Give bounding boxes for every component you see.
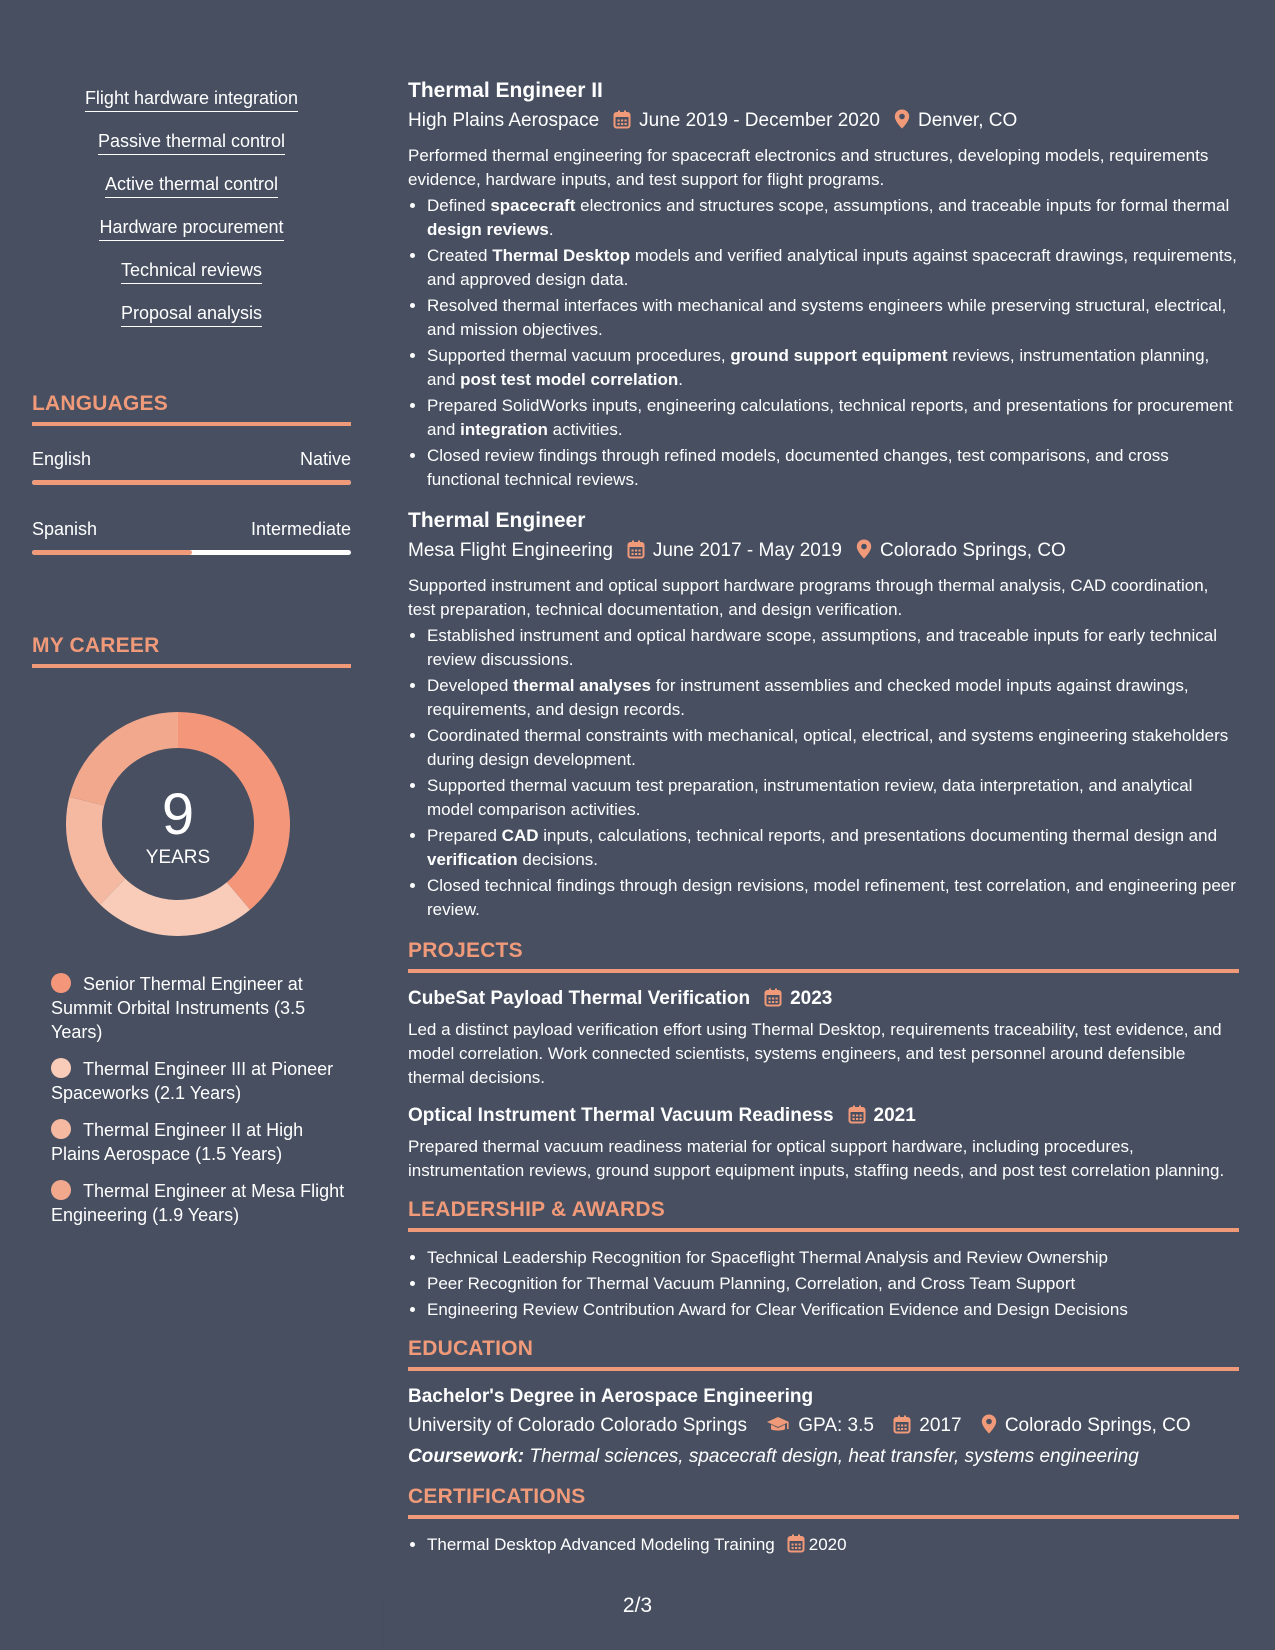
career-total-years: 9 <box>161 782 195 847</box>
bullet-text: electronics and structures scope, assumptions, and traceable inputs for formal thermal <box>575 196 1230 215</box>
career-title: MY CAREER <box>32 633 351 668</box>
bullet-text: . <box>678 370 684 389</box>
job-summary: Supported instrument and optical support hardware programs through thermal analysis, CAD coordination, test preparation, technical documentation, and design verification. <box>408 576 1209 619</box>
project-entry <box>408 1104 1239 1183</box>
job-company: High Plains Aerospace <box>408 110 600 131</box>
education-location-value: Colorado Springs, CO <box>1004 1415 1191 1436</box>
skill-item: Flight hardware integration <box>85 88 298 112</box>
education-degree: Bachelor's Degree in Aerospace Engineering <box>408 1386 814 1407</box>
job-meta <box>408 108 1239 137</box>
bullet-text: Prepared SolidWorks inputs, engineering calculations, technical reports, and presentations for procurement and <box>427 396 1233 439</box>
project-year <box>764 987 832 1014</box>
legend-dot <box>51 1119 71 1139</box>
skill-item: Passive thermal control <box>98 131 285 155</box>
leadership-list <box>408 1246 1239 1322</box>
bullet-item <box>427 444 1239 492</box>
language-level: Intermediate <box>250 519 351 539</box>
legend-item <box>51 1057 351 1105</box>
award-item: • Technical Leadership Recognition for Spaceflight Thermal Analysis and Review Ownership <box>427 1246 1239 1270</box>
bullet-emphasis: CAD <box>501 826 539 845</box>
career-legend <box>51 972 351 1240</box>
skill-item: Proposal analysis <box>121 303 262 327</box>
award-item: • Engineering Review Contribution Award for Clear Verification Evidence and Design Decisions <box>427 1298 1239 1322</box>
skill-item: Hardware procurement <box>99 217 283 241</box>
bullet-text: inputs, calculations, technical reports, and presentations documenting thermal design and <box>538 826 1218 845</box>
bullet-emphasis: spacecraft <box>490 196 576 215</box>
bullet-text: Resolved thermal interfaces with mechanical and systems engineers while preserving structural, electrical, and mission objectives. <box>427 296 1227 339</box>
education-year-value: 2017 <box>919 1415 962 1436</box>
legend-label: Senior Thermal Engineer at Summit Orbital Instruments (3.5 Years) <box>51 974 306 1042</box>
job-entry <box>408 508 1239 922</box>
job-location-value: Colorado Springs, CO <box>879 540 1066 561</box>
leadership-title: LEADERSHIP & AWARDS <box>408 1197 1239 1232</box>
education-year <box>893 1413 961 1442</box>
language-bar-fill <box>32 550 192 555</box>
bullet-item <box>427 774 1239 822</box>
coursework-label: Coursework: <box>408 1446 525 1467</box>
calendar-icon <box>848 1105 866 1131</box>
job-dates <box>613 108 880 137</box>
job-location <box>894 108 1017 137</box>
education-location <box>981 1413 1191 1442</box>
legend-dot <box>51 1058 71 1078</box>
language-level: Native <box>299 449 351 469</box>
language-row-spanish <box>32 518 351 540</box>
legend-item <box>51 1179 351 1227</box>
education-coursework <box>408 1444 1239 1470</box>
job-meta <box>408 538 1239 567</box>
bullet-item <box>427 344 1239 392</box>
bullet-emphasis: post test model correlation <box>460 370 679 389</box>
bullet-text: Closed technical findings through design revisions, model refinement, test correlation, and engineering peer review. <box>427 876 1236 919</box>
legend-dot <box>51 973 71 993</box>
project-year-value: 2021 <box>873 1105 916 1126</box>
bullet-item <box>427 244 1239 292</box>
map-pin-icon <box>856 539 872 567</box>
bullet-item <box>427 294 1239 342</box>
skill-item: Technical reviews <box>121 260 262 284</box>
award-item: • Peer Recognition for Thermal Vacuum Planning, Correlation, and Cross Team Support <box>427 1272 1239 1296</box>
language-name: English <box>32 449 92 469</box>
bullet-emphasis: thermal analyses <box>513 676 651 695</box>
bullet-text: Defined <box>427 196 491 215</box>
project-name: CubeSat Payload Thermal Verification <box>408 988 751 1009</box>
legend-label: Thermal Engineer III at Pioneer Spaceworks (2.1 Years) <box>51 1059 334 1103</box>
bullet-text: Closed review findings through refined models, documented changes, test comparisons, and cross functional technical reviews. <box>427 446 1169 489</box>
project-name: Optical Instrument Thermal Vacuum Readiness <box>408 1105 834 1126</box>
gpa-value: GPA: 3.5 <box>798 1415 874 1436</box>
job-title: Thermal Engineer <box>408 509 586 532</box>
bullet-text: activities. <box>547 420 623 439</box>
bullet-emphasis: Thermal Desktop <box>492 246 631 265</box>
job-bullets <box>408 624 1239 922</box>
legend-item <box>51 972 351 1044</box>
projects-title: PROJECTS <box>408 938 1239 973</box>
project-description: Prepared thermal vacuum readiness material for optical support hardware, including procedures, instrumentation reviews, ground support equipment inputs, staffing needs, and post test correlation planning. <box>408 1137 1225 1180</box>
certifications-list <box>408 1533 1239 1560</box>
graduation-cap-icon <box>766 1416 790 1442</box>
job-dates-value: June 2019 - December 2020 <box>639 110 880 131</box>
bullet-text: . <box>548 220 554 239</box>
coursework-text: Thermal sciences, spacecraft design, heat transfer, systems engineering <box>529 1446 1139 1467</box>
education-gpa <box>766 1413 874 1442</box>
career-donut-chart <box>66 712 290 936</box>
projects-list <box>408 987 1239 1183</box>
bullet-item <box>427 194 1239 242</box>
certification-year <box>787 1535 847 1554</box>
calendar-icon <box>893 1415 911 1442</box>
experience-list <box>408 78 1239 922</box>
right-column <box>408 78 1239 1562</box>
job-location-value: Denver, CO <box>918 110 1018 131</box>
donut-segment-1 <box>178 712 290 910</box>
legend-dot <box>51 1180 71 1200</box>
bullet-item <box>427 624 1239 672</box>
language-bar-english <box>32 480 351 485</box>
certifications-title: CERTIFICATIONS <box>408 1484 1239 1519</box>
legend-label: Thermal Engineer II at High Plains Aerospace (1.5 Years) <box>51 1120 304 1164</box>
calendar-icon <box>764 988 782 1014</box>
donut-segment-2 <box>100 879 250 936</box>
job-title: Thermal Engineer II <box>408 79 603 102</box>
bullet-emphasis: integration <box>460 420 548 439</box>
job-dates-value: June 2017 - May 2019 <box>652 540 842 561</box>
bullet-item <box>427 724 1239 772</box>
skills-list <box>32 88 351 346</box>
legend-label: Thermal Engineer at Mesa Flight Engineering (1.9 Years) <box>51 1181 345 1225</box>
bullet-text: models and verified analytical inputs against spacecraft drawings, requirements, and approved design data. <box>427 246 1237 289</box>
job-bullets <box>408 194 1239 492</box>
bullet-text: Supported thermal vacuum procedures, <box>427 346 731 365</box>
project-entry <box>408 987 1239 1090</box>
bullet-item <box>427 874 1239 922</box>
project-description: Led a distinct payload verification effort using Thermal Desktop, requirements traceability, test evidence, and model correlation. Work connected scientists, systems engineers, and test personnel around defensible thermal decisions. <box>408 1020 1222 1087</box>
career-total-label: YEARS <box>145 847 211 868</box>
bullet-text: Created <box>427 246 493 265</box>
job-company: Mesa Flight Engineering <box>408 540 613 561</box>
map-pin-icon <box>894 109 910 137</box>
map-pin-icon <box>981 1414 997 1442</box>
job-dates <box>627 538 842 567</box>
bullet-emphasis: design reviews <box>427 220 549 239</box>
bullet-emphasis: ground support equipment <box>730 346 948 365</box>
languages-title: LANGUAGES <box>32 391 351 426</box>
legend-item <box>51 1118 351 1166</box>
language-row-english <box>32 448 351 470</box>
bullet-text: Established instrument and optical hardware scope, assumptions, and traceable inputs for early technical review discussions. <box>427 626 1217 669</box>
bullet-text: Prepared <box>427 826 502 845</box>
skill-item: Active thermal control <box>105 174 278 198</box>
project-year-value: 2023 <box>790 988 833 1009</box>
project-year <box>848 1104 916 1131</box>
calendar-icon <box>613 110 631 137</box>
calendar-icon <box>787 1534 805 1560</box>
language-bar-spanish <box>32 550 351 555</box>
project-title-row <box>408 1104 1239 1131</box>
bullet-emphasis: verification <box>427 850 518 869</box>
page-number: 2/3 <box>622 1594 653 1617</box>
job-location <box>856 538 1066 567</box>
bullet-text: reviews, instrumentation planning, and <box>427 346 1210 389</box>
calendar-icon <box>627 540 645 567</box>
certification-item <box>427 1533 1239 1560</box>
certification-name: Thermal Desktop Advanced Modeling Training <box>427 1535 775 1554</box>
language-bar-fill <box>32 480 351 485</box>
language-name: Spanish <box>32 519 98 539</box>
education-school: University of Colorado Colorado Springs <box>408 1415 747 1436</box>
education-title: EDUCATION <box>408 1336 1239 1371</box>
bullet-item <box>427 674 1239 722</box>
job-summary: Performed thermal engineering for spacecraft electronics and structures, developing models, requirements evidence, hardware inputs, and test support for flight programs. <box>408 146 1209 189</box>
bullet-item <box>427 824 1239 872</box>
bullet-text: Supported thermal vacuum test preparation, instrumentation review, data interpretation, and analytical model comparison activities. <box>427 776 1193 819</box>
bullet-text: Coordinated thermal constraints with mechanical, optical, electrical, and systems engineering stakeholders during design development. <box>427 726 1229 769</box>
bullet-text: for instrument assemblies and checked model inputs against drawings, requirements, and design records. <box>427 676 1189 719</box>
bullet-text: decisions. <box>517 850 599 869</box>
job-entry <box>408 78 1239 492</box>
bullet-text: Developed <box>427 676 514 695</box>
project-title-row <box>408 987 1239 1014</box>
bullet-item <box>427 394 1239 442</box>
education-meta <box>408 1413 1239 1442</box>
certification-year-value: 2020 <box>808 1535 847 1554</box>
